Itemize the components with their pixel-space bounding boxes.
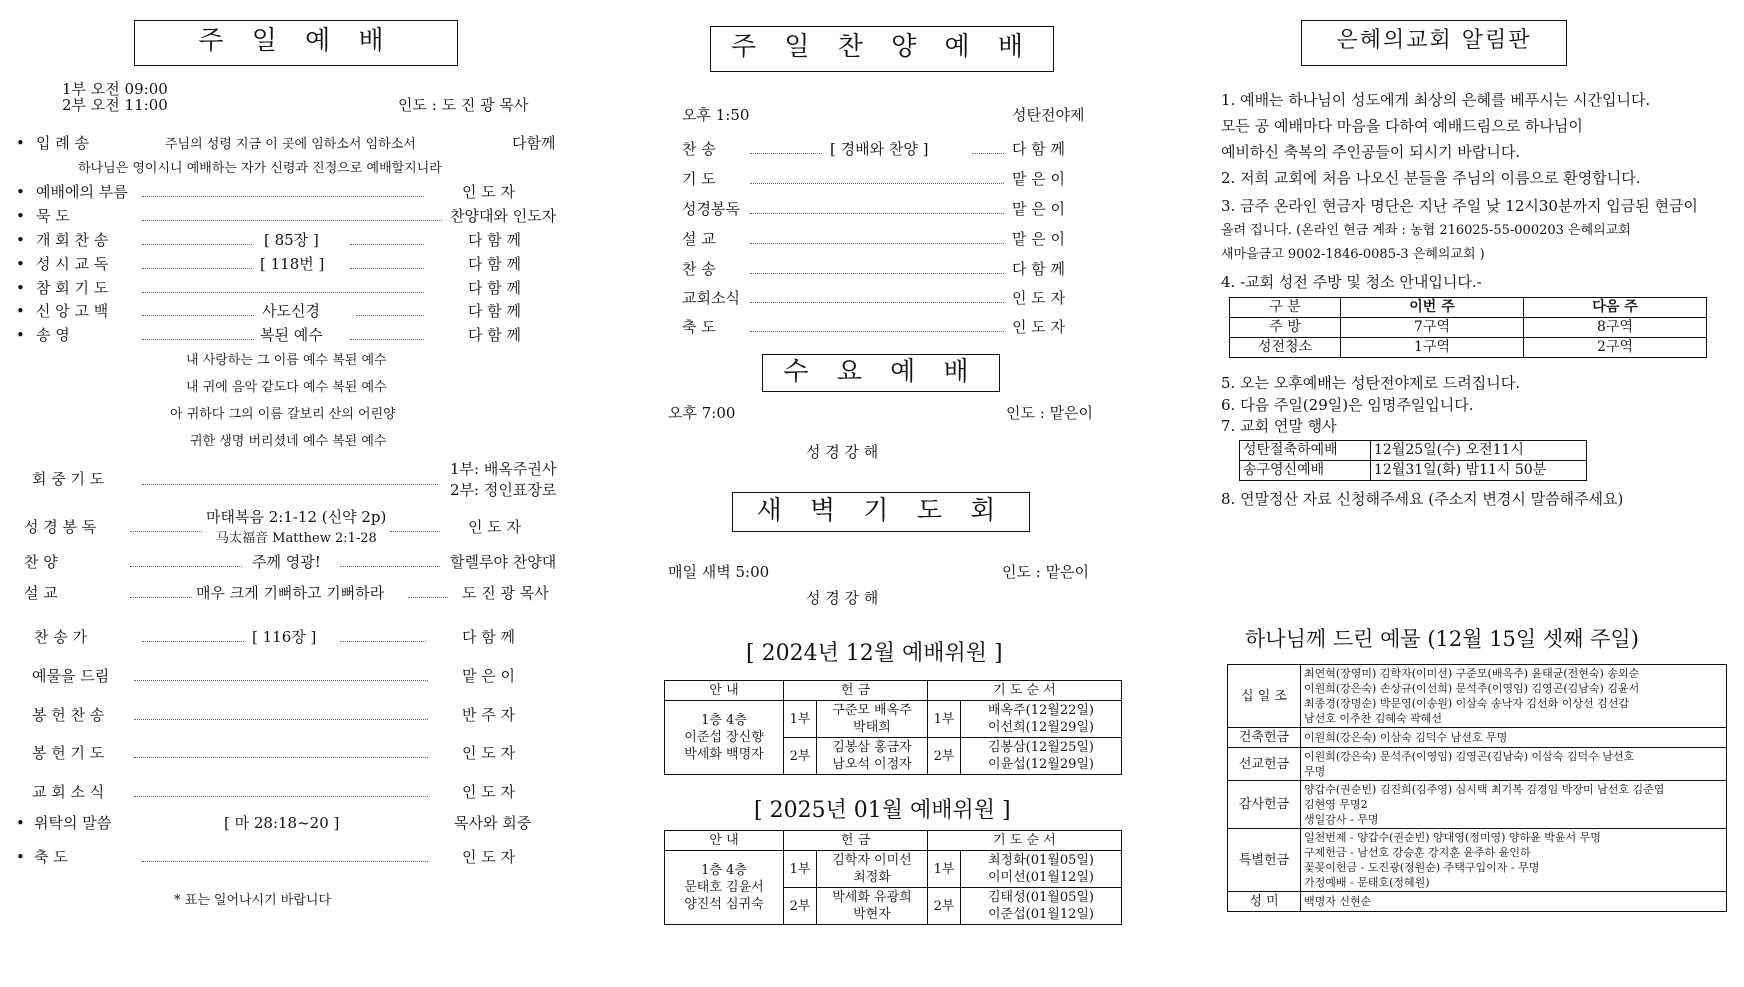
dotted-leader [750, 243, 1004, 244]
dawn-leader: 인도 : 맡은이 [1002, 563, 1090, 581]
header-guide: 안 내 [665, 681, 784, 701]
cleaning-cell: 1구역 [1341, 338, 1524, 358]
offering-names: 백명자 신현순 [1301, 892, 1727, 912]
order-label: 예물을 드림 [32, 667, 110, 685]
cleaning-header: 이번 주 [1341, 298, 1524, 318]
order-right: 다 함 께 [468, 326, 522, 344]
offering-type: 선교헌금 [1228, 748, 1301, 781]
dotted-leader [142, 339, 254, 340]
footnote: * 표는 일어나시기 바랍니다 [174, 893, 332, 908]
hymn-line: 귀한 생명 버리셨네 예수 복된 예수 [190, 434, 387, 449]
dotted-leader [750, 331, 1004, 332]
dawn-time: 매일 새벽 5:00 [668, 563, 770, 581]
part-label: 1부 [784, 701, 817, 738]
cleaning-table [1229, 297, 1707, 358]
header-prayer: 기 도 순 서 [928, 831, 1122, 851]
committee-dec-title: [ 2024년 12월 예배위원 ] [746, 641, 1003, 666]
dotted-leader [408, 597, 448, 598]
order-label: 묵 도 [36, 207, 70, 225]
praise-service-title: 주 일 찬 양 예 배 [710, 26, 1054, 72]
bullet: • [16, 134, 25, 152]
prayer-part2: 2부: 정인표장로 [450, 481, 557, 499]
dotted-leader [142, 268, 252, 269]
order-right: 인 도 자 [462, 848, 516, 866]
sermon-title: 매우 크게 기뻐하고 기뻐하라 [196, 584, 385, 602]
order-right: 목사와 회중 [454, 814, 532, 832]
praise-right: 맡 은 이 [1012, 230, 1066, 248]
order-label: 성 시 교 독 [36, 255, 109, 273]
guide-cell [665, 701, 784, 775]
dotted-leader [142, 220, 442, 221]
wednesday-leader: 인도 : 맡은이 [1006, 404, 1094, 422]
order-label: 찬 양 [24, 553, 58, 571]
guide-cell [665, 851, 784, 925]
dotted-leader [142, 861, 428, 862]
offering-type: 십 일 조 [1228, 665, 1301, 728]
dotted-leader [134, 796, 428, 797]
order-label: 송 영 [36, 326, 70, 344]
order-label: 개 회 찬 송 [36, 231, 109, 249]
order-right: 다 함 께 [468, 255, 522, 273]
notice-line: 새마을금고 9002-1846-0085-3 은혜의교회 ) [1221, 247, 1485, 262]
dotted-leader [750, 302, 1004, 303]
hymn-line: 아 귀하다 그의 이름 갈보리 산의 어린양 [170, 407, 396, 422]
order-label: 성 경 봉 독 [24, 518, 97, 536]
praise-right: 맡 은 이 [1012, 200, 1066, 218]
dotted-leader [142, 292, 424, 293]
order-right: 반 주 자 [462, 706, 516, 724]
service-time-2: 2부 오전 11:00 [62, 96, 168, 114]
dotted-leader [350, 268, 424, 269]
praise-label: 성경봉독 [682, 200, 740, 218]
header-offering: 헌 금 [784, 831, 928, 851]
cleaning-header: 구 분 [1230, 298, 1341, 318]
offering-names: 일천번제 - 양갑수(권순빈) 양대영(정미영) 양하윤 박윤서 무명 구제헌금 - 남선호 강승훈 강지훈 윤주하 윤인하 꽃꽂이헌금 - 도진광(정원순) 주택구입이자 - 무명 가정예배 - 문태호(정혜원) [1301, 829, 1727, 892]
order-label: 회 중 기 도 [32, 470, 105, 488]
praise-label: 교회소식 [682, 289, 740, 307]
part-label: 1부 [928, 851, 961, 888]
offering-names: 박세화 유광희 박현자 [817, 888, 928, 925]
order-mid: [ 116장 ] [252, 628, 317, 646]
praise-label: 설 교 [682, 230, 716, 248]
order-right: 인 도 자 [462, 183, 516, 201]
dotted-leader [142, 484, 438, 485]
committee-jan-table [664, 830, 1122, 925]
order-label: 예배에의 부름 [36, 183, 128, 201]
offerings-title: 하나님께 드린 예물 (12월 15일 셋째 주일) [1245, 627, 1639, 651]
dotted-leader [142, 244, 252, 245]
part-label: 1부 [784, 851, 817, 888]
praise-label: 찬 송 [682, 140, 716, 158]
committee-jan-title: [ 2025년 01월 예배위원 ] [754, 798, 1011, 823]
bullet: • [16, 848, 25, 866]
bullet: • [16, 814, 25, 832]
praise-right: 인 도 자 [1012, 289, 1066, 307]
part-label: 2부 [928, 738, 961, 775]
notice-line: 1. 예배는 하나님이 성도에게 최상의 은혜를 베푸시는 시간입니다. [1221, 91, 1651, 109]
notice-line: 올려 집니다. (온라인 현금 계좌 : 농협 216025-55-000203 은혜의교회 [1221, 223, 1631, 238]
dotted-leader [130, 566, 242, 567]
afternoon-service-column [660, 0, 1140, 987]
dotted-leader [356, 315, 424, 316]
dawn-content: 성 경 강 해 [806, 589, 879, 607]
offering-type: 건축헌금 [1228, 728, 1301, 748]
order-label: 설 교 [24, 584, 58, 602]
order-right: 다 함 께 [462, 628, 516, 646]
order-right: 다 함 께 [468, 302, 522, 320]
dotted-leader [350, 339, 424, 340]
prayer-names: 김봉삼(12월25일) 이윤섭(12월29일) [961, 738, 1122, 775]
part-label: 1부 [928, 701, 961, 738]
hymn-line: 내 사랑하는 그 이름 예수 복된 예수 [186, 353, 387, 368]
service-leader: 인도 : 도 진 광 목사 [398, 96, 529, 114]
order-label: 교 회 소 식 [32, 783, 105, 801]
notice-line: 7. 교회 연말 행사 [1221, 417, 1337, 435]
dotted-leader [750, 183, 1004, 184]
order-right: 다 함 께 [468, 279, 522, 297]
praise-label: 축 도 [682, 318, 716, 336]
scripture-ref: 마태복음 2:1-12 (신약 2p) [206, 508, 387, 526]
offering-names: 구준모 배옥주 박태희 [817, 701, 928, 738]
event-name: 송구영신예배 [1240, 461, 1371, 481]
order-mid: [ 마 28:18~20 ] [224, 814, 340, 832]
cleaning-cell: 주 방 [1230, 318, 1341, 338]
wednesday-title: 수 요 예 배 [762, 354, 1000, 392]
part-label: 2부 [784, 888, 817, 925]
dotted-leader [750, 273, 1004, 274]
bulletin-title: 은혜의교회 알림판 [1301, 20, 1567, 66]
order-label: 축 도 [34, 848, 68, 866]
scripture-ref-cn: 马太福音 Matthew 2:1-28 [216, 531, 377, 546]
dotted-leader [350, 244, 424, 245]
dotted-leader [130, 597, 192, 598]
cleaning-cell: 8구역 [1524, 318, 1707, 338]
offering-names: 최연혁(장영미) 김학자(이미선) 구준모(배옥주) 윤태균(전현숙) 송외순 이원희(강은숙) 손상규(이선희) 문석주(이영임) 김영곤(김남숙) 김윤서 최종경(장명순) 박문영(이송원) 이삼숙 송낙자 김선화 이상선 김선갑 남선호 이주찬 김혜숙 곽혜선 [1301, 665, 1727, 728]
order-right: 찬양대와 인도자 [450, 207, 557, 225]
dotted-leader [134, 680, 428, 681]
offering-names: 김봉삼 홍금자 남오석 이정자 [817, 738, 928, 775]
order-right: 다함께 [512, 134, 556, 152]
order-label: 봉 헌 기 도 [32, 744, 105, 762]
bulletin-column [1215, 0, 1735, 987]
header-offering: 헌 금 [784, 681, 928, 701]
order-mid: 복된 예수 [260, 326, 323, 344]
praise-label: 기 도 [682, 170, 716, 188]
praise-time: 오후 1:50 [682, 106, 750, 124]
praise-right: 다 함 께 [1012, 140, 1066, 158]
notice-line: 4. -교회 성전 주방 및 청소 안내입니다.- [1221, 273, 1482, 291]
bullet: • [16, 279, 25, 297]
order-right: 도 진 광 목사 [462, 584, 549, 602]
guide-line: 1층 4층 [701, 863, 747, 878]
offering-names: 김학자 이미선 최정화 [817, 851, 928, 888]
sunday-service-column [10, 0, 570, 987]
dotted-leader [390, 531, 440, 532]
guide-line: 문태호 김윤서 [684, 880, 764, 895]
offering-names: 이원희(강은숙) 이삼숙 김덕수 남선호 무명 [1301, 728, 1727, 748]
dotted-leader [972, 153, 1004, 154]
dotted-leader [134, 757, 428, 758]
guide-line: 1층 4층 [701, 713, 747, 728]
dotted-leader [750, 153, 822, 154]
part-label: 2부 [928, 888, 961, 925]
bullet: • [16, 207, 25, 225]
bullet: • [16, 326, 25, 344]
order-right: 인 도 자 [462, 783, 516, 801]
header-prayer: 기 도 순 서 [928, 681, 1122, 701]
order-mid: 주님의 성령 지금 이 곳에 임하소서 임하소서 [165, 137, 416, 152]
order-right: 다 함 께 [468, 231, 522, 249]
order-label: 입 례 송 [36, 134, 90, 152]
order-right: 맡 은 이 [462, 667, 516, 685]
event-name: 성탄절축하예배 [1240, 441, 1371, 461]
order-label: 봉 헌 찬 송 [32, 706, 105, 724]
guide-line: 박세화 백명자 [684, 747, 764, 762]
offering-names: 양갑수(권순빈) 김진희(김주영) 심시택 최기복 김경임 박장미 남선호 김준엽 김현영 무명2 생일감사 - 무명 [1301, 781, 1727, 829]
dawn-title: 새 벽 기 도 회 [732, 492, 1030, 532]
notice-line: 6. 다음 주일(29일)은 임명주일입니다. [1221, 396, 1474, 414]
prayer-names: 배옥주(12월22일) 이선희(12월29일) [961, 701, 1122, 738]
cleaning-cell: 성전청소 [1230, 338, 1341, 358]
order-label: 참 회 기 도 [36, 279, 109, 297]
notice-line: 8. 연말정산 자료 신청해주세요 (주소지 변경시 말씀해주세요) [1221, 490, 1624, 508]
offering-type: 특별헌금 [1228, 829, 1301, 892]
prayer-names: 최정화(01월05일) 이미선(01월12일) [961, 851, 1122, 888]
notice-line: 예비하신 축복의 주인공들이 되시기 바랍니다. [1221, 143, 1521, 161]
wednesday-time: 오후 7:00 [668, 404, 736, 422]
praise-right: 맡 은 이 [1012, 170, 1066, 188]
wednesday-content: 성 경 강 해 [806, 443, 879, 461]
offering-names: 이원희(강은숙) 문석주(이영임) 김영곤(김남숙) 이삼숙 김덕수 남선호 무명 [1301, 748, 1727, 781]
order-mid: 사도신경 [262, 302, 320, 320]
header-guide: 안 내 [665, 831, 784, 851]
dotted-leader [750, 213, 1004, 214]
order-mid: 주께 영광! [252, 553, 321, 571]
order-mid: [ 118번 ] [260, 255, 325, 273]
events-table [1239, 440, 1587, 481]
cleaning-cell: 2구역 [1524, 338, 1707, 358]
order-label: 위탁의 말씀 [34, 814, 112, 832]
dotted-leader [340, 641, 426, 642]
dotted-leader [142, 315, 254, 316]
event-time: 12월31일(화) 밤11시 50분 [1371, 461, 1587, 481]
praise-right: 다 함 께 [1012, 260, 1066, 278]
order-right: 인 도 자 [462, 744, 516, 762]
notice-line: 5. 오는 오후예배는 성탄전야제로 드려집니다. [1221, 374, 1520, 392]
dotted-leader [340, 566, 440, 567]
dotted-leader [130, 531, 202, 532]
part-label: 2부 [784, 738, 817, 775]
notice-line: 3. 금주 온라인 현금자 명단은 지난 주일 낮 12시30분까지 입금된 현금이 [1221, 197, 1698, 215]
notice-line: 모든 공 예배마다 마음을 다하여 예배드림으로 하나님이 [1221, 117, 1583, 135]
bullet: • [16, 302, 25, 320]
order-subline: 하나님은 영이시니 예배하는 자가 신령과 진정으로 예배할지니라 [78, 161, 442, 176]
guide-line: 이준섭 장신향 [684, 730, 764, 745]
service-time-1: 1부 오전 09:00 [62, 80, 168, 98]
prayer-part1: 1부: 배옥주권사 [450, 460, 557, 478]
praise-right: 인 도 자 [1012, 318, 1066, 336]
cleaning-header: 다음 주 [1524, 298, 1707, 318]
bullet: • [16, 255, 25, 273]
order-right: 인 도 자 [468, 518, 522, 536]
notice-line: 2. 저희 교회에 처음 나오신 분들을 주님의 이름으로 환영합니다. [1221, 169, 1641, 187]
order-right: 할렐루야 찬양대 [450, 553, 557, 571]
praise-mid: [ 경배와 찬양 ] [830, 140, 929, 158]
committee-dec-table [664, 680, 1122, 775]
praise-label: 찬 송 [682, 260, 716, 278]
dotted-leader [134, 719, 428, 720]
dotted-leader [142, 196, 424, 197]
offering-type: 성 미 [1228, 892, 1301, 912]
offering-type: 감사헌금 [1228, 781, 1301, 829]
event-time: 12월25일(수) 오전11시 [1371, 441, 1587, 461]
sunday-service-title: 주 일 예 배 [134, 20, 458, 66]
cleaning-cell: 7구역 [1341, 318, 1524, 338]
offerings-table [1227, 664, 1727, 912]
order-mid: [ 85장 ] [264, 231, 319, 249]
prayer-names: 김태성(01월05일) 이준섭(01월12일) [961, 888, 1122, 925]
praise-note: 성탄전야제 [1012, 106, 1085, 124]
order-label: 찬 송 가 [34, 628, 88, 646]
dotted-leader [142, 641, 244, 642]
bullet: • [16, 231, 25, 249]
hymn-line: 내 귀에 음악 같도다 예수 복된 예수 [186, 380, 387, 395]
bullet: • [16, 183, 25, 201]
guide-line: 양진석 심귀숙 [684, 897, 764, 912]
order-label: 신 앙 고 백 [36, 302, 109, 320]
